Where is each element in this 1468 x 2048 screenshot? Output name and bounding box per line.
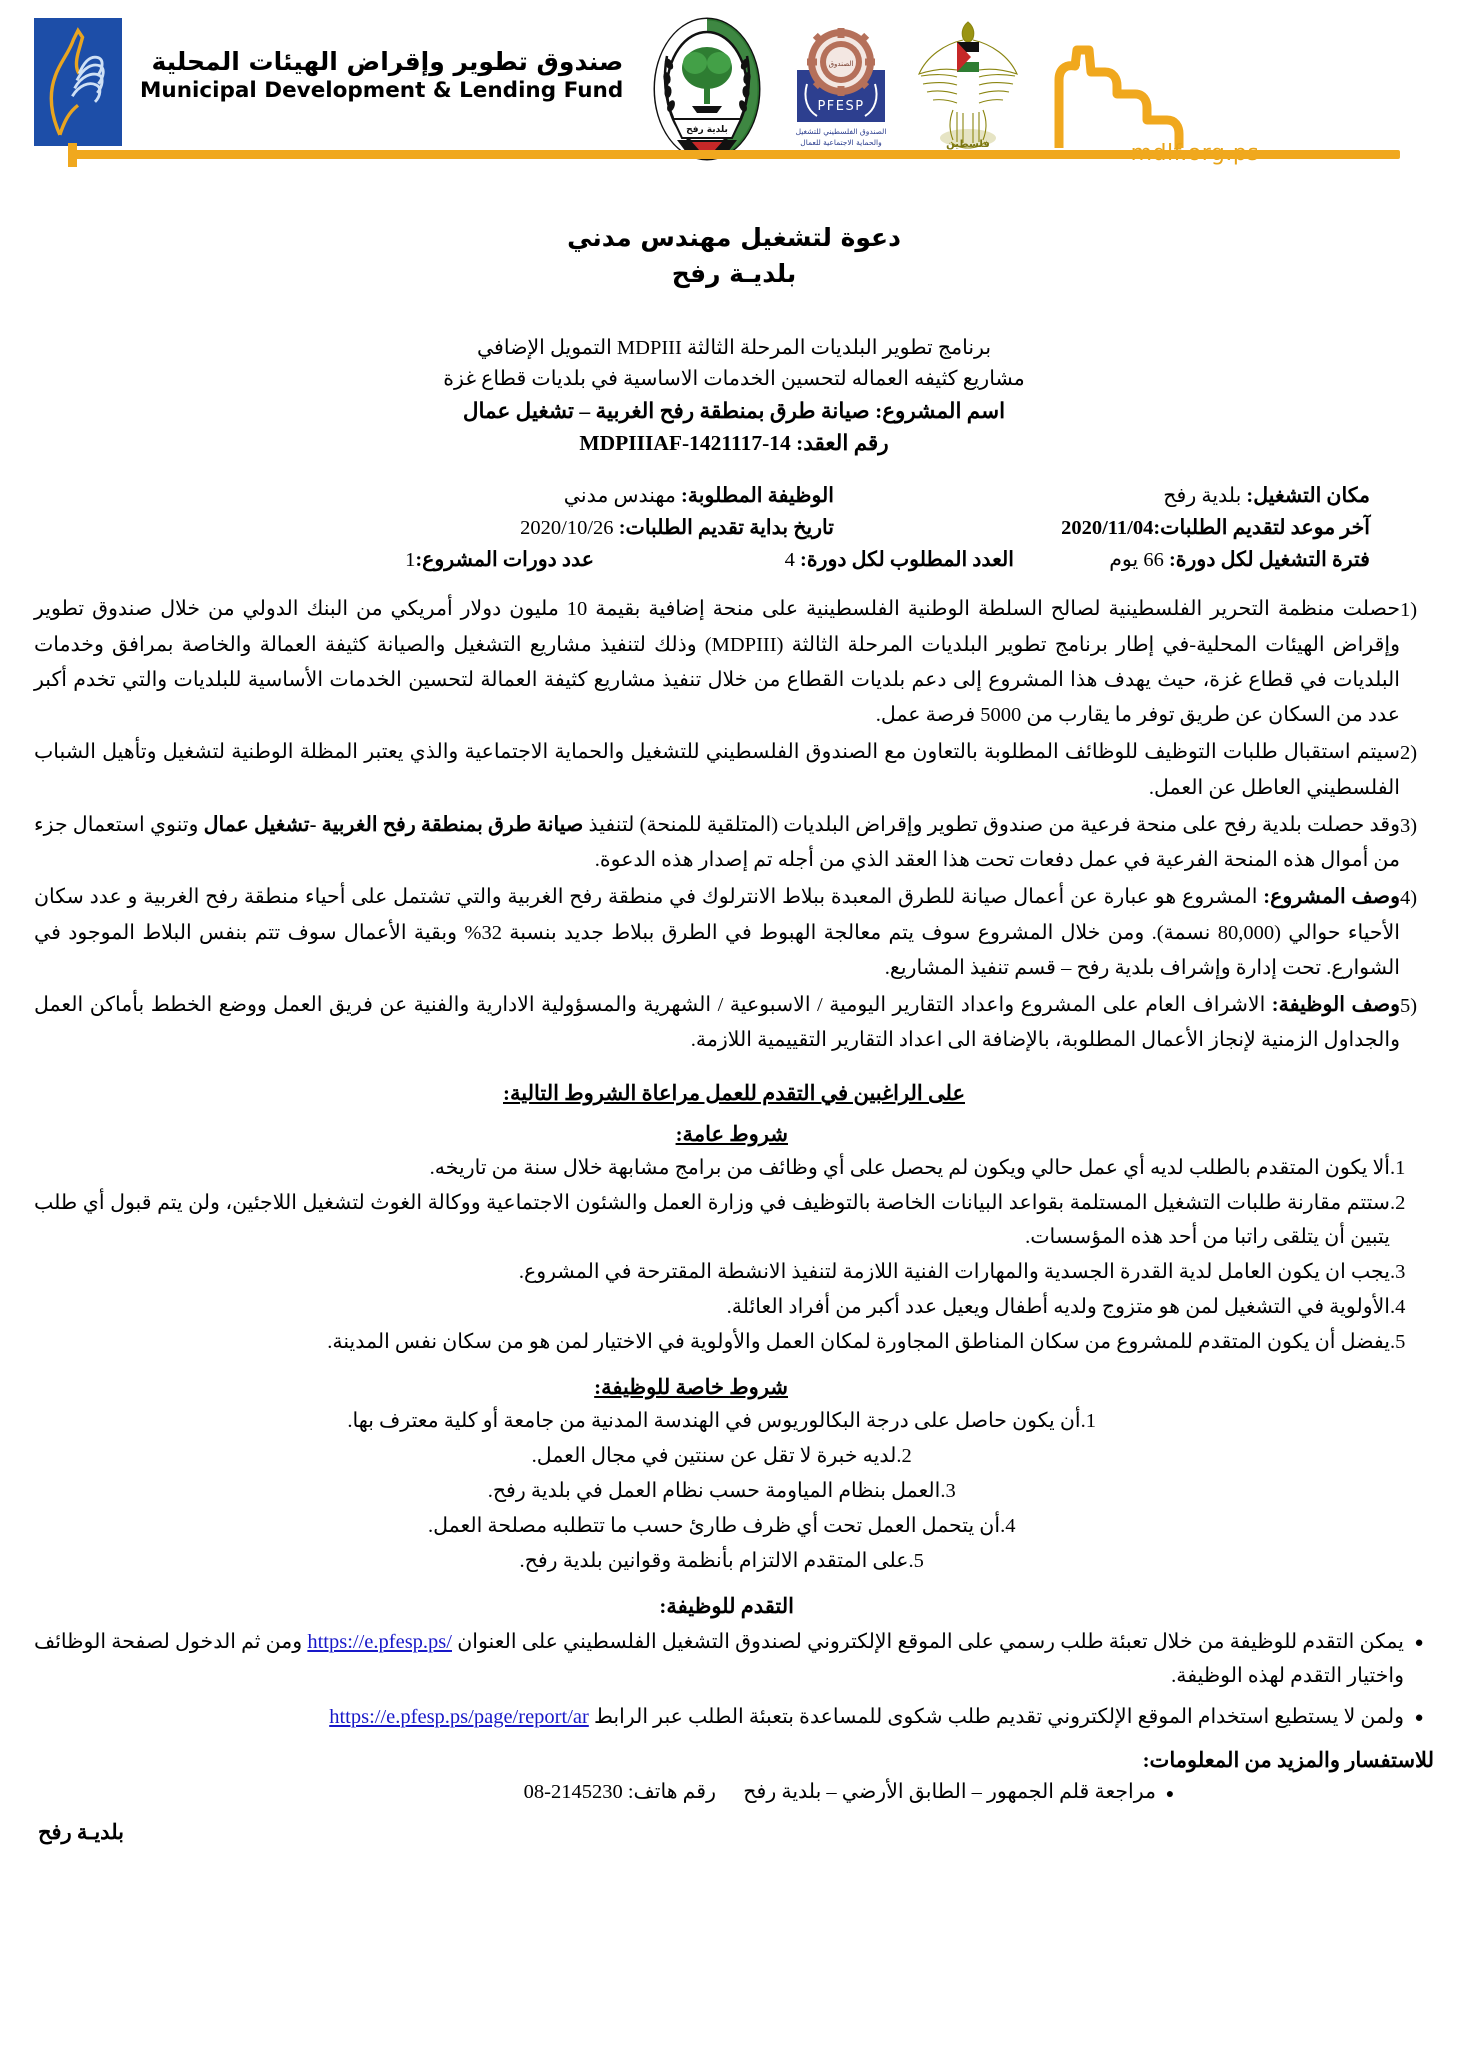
list-item <box>34 1509 1434 1543</box>
job-conditions-heading: شروط خاصة للوظيفة: <box>594 1374 788 1399</box>
contact-office: مراجعة قلم الجمهور – الطابق الأرضي – بلدية رفح <box>743 1781 1156 1804</box>
list-item-number: .5 <box>1390 1330 1406 1353</box>
list-item-number: .4 <box>1000 1514 1016 1537</box>
bullet-icon: ● <box>1414 1634 1424 1651</box>
conditions-heading: على الراغبين في التقدم للعمل مراعاة الشروط التالية: <box>503 1080 965 1105</box>
contact-phone-label: رقم هاتف: <box>627 1781 716 1804</box>
paragraph-3-number: 3) <box>1400 814 1418 837</box>
duration-label: فترة التشغيل لكل دورة: <box>1168 548 1370 571</box>
contact-heading <box>34 1748 1434 1773</box>
page-title-line2: بلديـة رفح <box>671 258 797 288</box>
signature: بلديـة رفح <box>37 1820 124 1845</box>
paragraph-1-number: 1) <box>1400 599 1418 622</box>
paragraph-4-body: وصف المشروع: المشروع هو عبارة عن أعمال صيانة للطرق المعبدة ببلاط الانترلوك في منطقة رفح الغربية والتي تشتمل على أحياء منطقة رفح الغربية و عدد سكان الأحياء حوالي (80,000 نسمة). ومن خلال المشروع سوف يتم معالجة الهبوط في الطرق ببلاط جديد بنسبة 32% وبقية الأعمال سوف تتم بنفس البلاط الموجود في الشوارع. تحت إدارة وإشراف بلدية رفح – قسم تنفيذ المشاريع. <box>34 886 1400 979</box>
svg-text:بلدية رفح: بلدية رفح <box>686 125 729 135</box>
meta-cell-cycles <box>174 545 594 577</box>
page-title-line1: دعوة لتشغيل مهندس مدني <box>567 223 901 252</box>
list-item-label: ستتم مقارنة طلبات التشغيل المستلمة بقواعد البيانات الخاصة بالتوظيف في وزارة العمل والشئون الاجتماعية ووكالة الغوث لتشغيل اللاجئين، ولن يتم قبول أي طلب يتبين أن يتلقى راتبا من أحد هذه المؤسسات. <box>34 1191 1390 1248</box>
meta-cell-location <box>834 481 1434 513</box>
list-item-label: يفضل أن يكون المتقدم للمشروع من سكان المناطق المجاورة لمكان العمل والأولوية في الاختيار لمن هو من سكان نفس المدينة. <box>327 1330 1390 1353</box>
svg-text:PFESP: PFESP <box>817 99 865 114</box>
list-item-label: العمل بنظام المياومة حسب نظام العمل في بلدية رفح. <box>487 1479 941 1502</box>
position-label: الوظيفة المطلوبة: <box>680 485 834 507</box>
list-item <box>34 1404 1434 1438</box>
position-value: مهندس مدني <box>563 485 676 507</box>
paragraph-4 <box>34 880 1434 986</box>
duration-value: 66 يوم <box>1109 548 1164 571</box>
cycles-label: عدد دورات المشروع: <box>415 548 594 571</box>
list-item-label: على المتقدم الالتزام بأنظمة وقوانين بلدية رفح. <box>519 1549 909 1572</box>
location-label: مكان التشغيل: <box>1246 485 1370 507</box>
general-conditions-heading: شروط عامة: <box>675 1121 788 1146</box>
contact-phone-value: 08-2145230 <box>523 1781 623 1804</box>
paragraph-3 <box>34 808 1434 879</box>
project-label: اسم المشروع: <box>875 398 1006 423</box>
location-value: بلدية رفح <box>1163 485 1242 507</box>
list-item-number: .3 <box>940 1479 956 1502</box>
required-label: العدد المطلوب لكل دورة: <box>800 548 1014 571</box>
paragraph-4-number: 4) <box>1400 887 1418 910</box>
header-gold-rule <box>68 150 1400 159</box>
list-item-number: .2 <box>896 1444 912 1467</box>
list-item <box>34 1439 1434 1473</box>
list-item-number: .5 <box>908 1549 924 1572</box>
meta-cell-required <box>594 545 1014 577</box>
meta-row-cycles <box>34 545 1434 577</box>
bullet-icon: ● <box>1165 1787 1175 1803</box>
project-name-row <box>34 395 1434 427</box>
list-item-label: أن يكون حاصل على درجة البكالوريوس في الهندسة المدنية من جامعة أو كلية معترف بها. <box>347 1409 1081 1432</box>
svg-text:والحماية الاجتماعية للعمال: والحماية الاجتماعية للعمال <box>800 138 882 147</box>
cycles-value: 1 <box>405 548 416 571</box>
mdlf-skyline-logo-icon <box>1043 20 1281 170</box>
job-conditions-list <box>34 1404 1434 1578</box>
paragraph-5 <box>34 988 1434 1059</box>
list-item-label: أن يتحمل العمل تحت أي ظرف طارئ حسب ما تتطلبه مصلحة العمل. <box>427 1514 1001 1537</box>
list-item-number: .4 <box>1390 1295 1406 1318</box>
paragraph-2-body: سيتم استقبال طلبات التوظيف للوظائف المطلوبة بالتعاون مع الصندوق الفلسطيني للتشغيل والحماية الاجتماعية والذي يعتبر المظلة الوطنية لتشغيل وتأهيل الشباب الفلسطيني العاطل عن العمل. <box>34 741 1400 799</box>
list-item <box>34 1151 1434 1185</box>
header-gold-rule-cap <box>68 143 77 167</box>
contract-number: MDPIIIAF-1421117-14 <box>579 430 791 455</box>
page-title <box>34 220 1434 291</box>
program-line2: مشاريع كثيفه العماله لتحسين الخدمات الاساسية في بلديات قطاع غزة <box>443 367 1025 390</box>
meta-cell-start <box>394 513 834 545</box>
contract-row <box>34 427 1434 459</box>
paragraph-1 <box>34 592 1434 733</box>
meta-row-dates <box>34 513 1434 545</box>
start-label: تاريخ بداية تقديم الطلبات: <box>618 516 834 539</box>
meta-cell-deadline <box>834 513 1434 545</box>
contact-phone <box>386 1779 716 1804</box>
list-item <box>34 1625 1434 1694</box>
svg-text:الصندوق: الصندوق <box>828 60 854 68</box>
list-item-label: الأولوية في التشغيل لمن هو متزوج ولديه أطفال ويعيل عدد أكبر من أفراد العائلة. <box>726 1295 1390 1318</box>
paragraph-2-number: 2) <box>1400 742 1418 765</box>
pfesp-complaint-link[interactable]: https://e.pfesp.ps/page/report/ar <box>329 1705 589 1728</box>
list-item <box>34 1700 1434 1734</box>
list-item-label: يجب ان يكون العامل لدية القدرة الجسدية والمهارات الفنية اللازمة لتنفيذ الانشطة المقترحة في المشروع. <box>518 1260 1390 1283</box>
pfesp-logo-icon <box>789 24 893 150</box>
contract-label: رقم العقد: <box>796 430 889 455</box>
meta-cell-position <box>394 481 834 513</box>
required-value: 4 <box>784 548 795 571</box>
list-item <box>34 1325 1434 1359</box>
meta-row-position <box>34 481 1434 513</box>
program-block <box>34 333 1434 459</box>
mdlf-hand-badge-icon <box>34 18 122 146</box>
list-item-number: .3 <box>1390 1260 1406 1283</box>
deadline-value: 2020/11/04 <box>1061 516 1154 539</box>
start-value: 2020/10/26 <box>520 516 614 539</box>
mdlf-name-block <box>140 48 623 103</box>
palestine-eagle-emblem-icon <box>909 14 1027 154</box>
apply-instruction-2-pre: ولمن لا يستطيع استخدام الموقع الإلكتروني تقديم طلب شكوى للمساعدة بتعبئة الطلب عبر الرابط <box>593 1705 1404 1728</box>
org-name-arabic: صندوق تطوير وإقراض الهيئات المحلية <box>151 47 624 76</box>
contact-heading-text: للاستفسار والمزيد من المعلومات: <box>1142 1748 1434 1773</box>
apply-heading: التقدم للوظيفة: <box>659 1593 794 1618</box>
list-item <box>34 1255 1434 1289</box>
list-item-number: .1 <box>1390 1156 1406 1179</box>
org-name-english: Municipal Development & Lending Fund <box>140 78 624 103</box>
apply-instruction-2 <box>34 1700 1404 1734</box>
paragraph-3-body: وقد حصلت بلدية رفح على منحة فرعية من صندوق تطوير وإقراض البلديات (المتلقية للمنحة) لتنفيذ صيانة طرق بمنطقة رفح الغربية -تشغيل عمال وتنوي استعمال جزء من أموال هذه المنحة الفرعية في عمل دفعات تحت هذا العقد الذي من أجله تم إصدار هذه الدعوة. <box>34 813 1400 872</box>
paragraph-5-number: 5) <box>1400 995 1418 1018</box>
list-item <box>34 1186 1434 1254</box>
job-meta-table <box>34 481 1434 576</box>
pfesp-portal-link[interactable]: https://e.pfesp.ps/ <box>307 1630 452 1653</box>
list-item-number: .2 <box>1390 1191 1406 1214</box>
meta-cell-duration <box>1014 545 1434 577</box>
svg-text:فلسطين: فلسطين <box>946 139 991 150</box>
rafah-municipality-logo-icon <box>637 16 777 162</box>
paragraph-2 <box>34 735 1434 806</box>
apply-instruction-1-pre: يمكن التقدم للوظيفة من خلال تعبئة طلب رسمي على الموقع الإلكتروني لصندوق التشغيل الفلسطيني على العنوان <box>457 1630 1404 1653</box>
apply-instruction-1-post: ومن ثم الدخول لصفحة الوظائف واختيار التقدم لهذه الوظيفة. <box>34 1630 1404 1688</box>
list-item <box>34 1290 1434 1324</box>
paragraph-1-body: حصلت منظمة التحرير الفلسطينية لصالح السلطة الوطنية الفلسطينية على منحة إضافية بقيمة 10 مليون دولار أمريكي من البنك الدولي من خلال صندوق تطوير وإقراض الهيئات المحلية-في إطار برنامج تطوير البلديات المرحلة الثالثة (MDPIII) وذلك لتنفيذ مشاريع التشغيل والصيانة كثيفة العمالة والخاصة بمرافق وخدمات البلديات في قطاع غزة، حيث يهدف هذا المشروع إلى دعم بلديات القطاع من خلال تنفيذ مشاريع كثيفة العمالة لتحسين الخدمات الأساسية للبلديات والتي تخدم أكبر عدد من السكان عن طريق توفر ما يقارب من 5000 فرصة عمل. <box>34 598 1401 727</box>
program-line1: برنامج تطوير البلديات المرحلة الثالثة MDPIII التمويل الإضافي <box>476 337 992 359</box>
svg-text:الصندوق الفلسطيني للتشغيل: الصندوق الفلسطيني للتشغيل <box>795 127 887 136</box>
project-name: صيانة طرق بمنطقة رفح الغربية – تشغيل عمال <box>462 398 870 423</box>
apply-instruction-1 <box>34 1625 1404 1694</box>
deadline-label: آخر موعد لتقديم الطلبات: <box>1153 516 1370 539</box>
list-item <box>34 1474 1434 1508</box>
general-conditions-list <box>34 1151 1434 1359</box>
list-item <box>34 1544 1434 1578</box>
list-item-label: ألا يكون المتقدم بالطلب لديه أي عمل حالي ويكون لم يحصل على أي وظائف من برامج مشابهة خلال سنة من تاريخه. <box>429 1156 1390 1179</box>
bullet-icon: ● <box>1414 1709 1424 1726</box>
intro-paragraph-list <box>34 592 1434 1058</box>
list-item-label: لديه خبرة لا تقل عن سنتين في مجال العمل. <box>531 1444 897 1467</box>
paragraph-5-body: وصف الوظيفة: الاشراف العام على المشروع واعداد التقارير اليومية / الاسبوعية / الشهرية والمسؤولية الادارية والفنية عن فريق العمل ووضع الخطط بأماكن العمل والجداول الزمنية لإنجاز الأعمال المطلوبة، بالإضافة الى اعداد التقارير التقييمية اللازمة. <box>34 994 1401 1052</box>
list-item-number: .1 <box>1080 1409 1096 1432</box>
document-header <box>34 0 1434 174</box>
contact-row <box>34 1779 1434 1804</box>
apply-instructions-list <box>34 1625 1434 1734</box>
